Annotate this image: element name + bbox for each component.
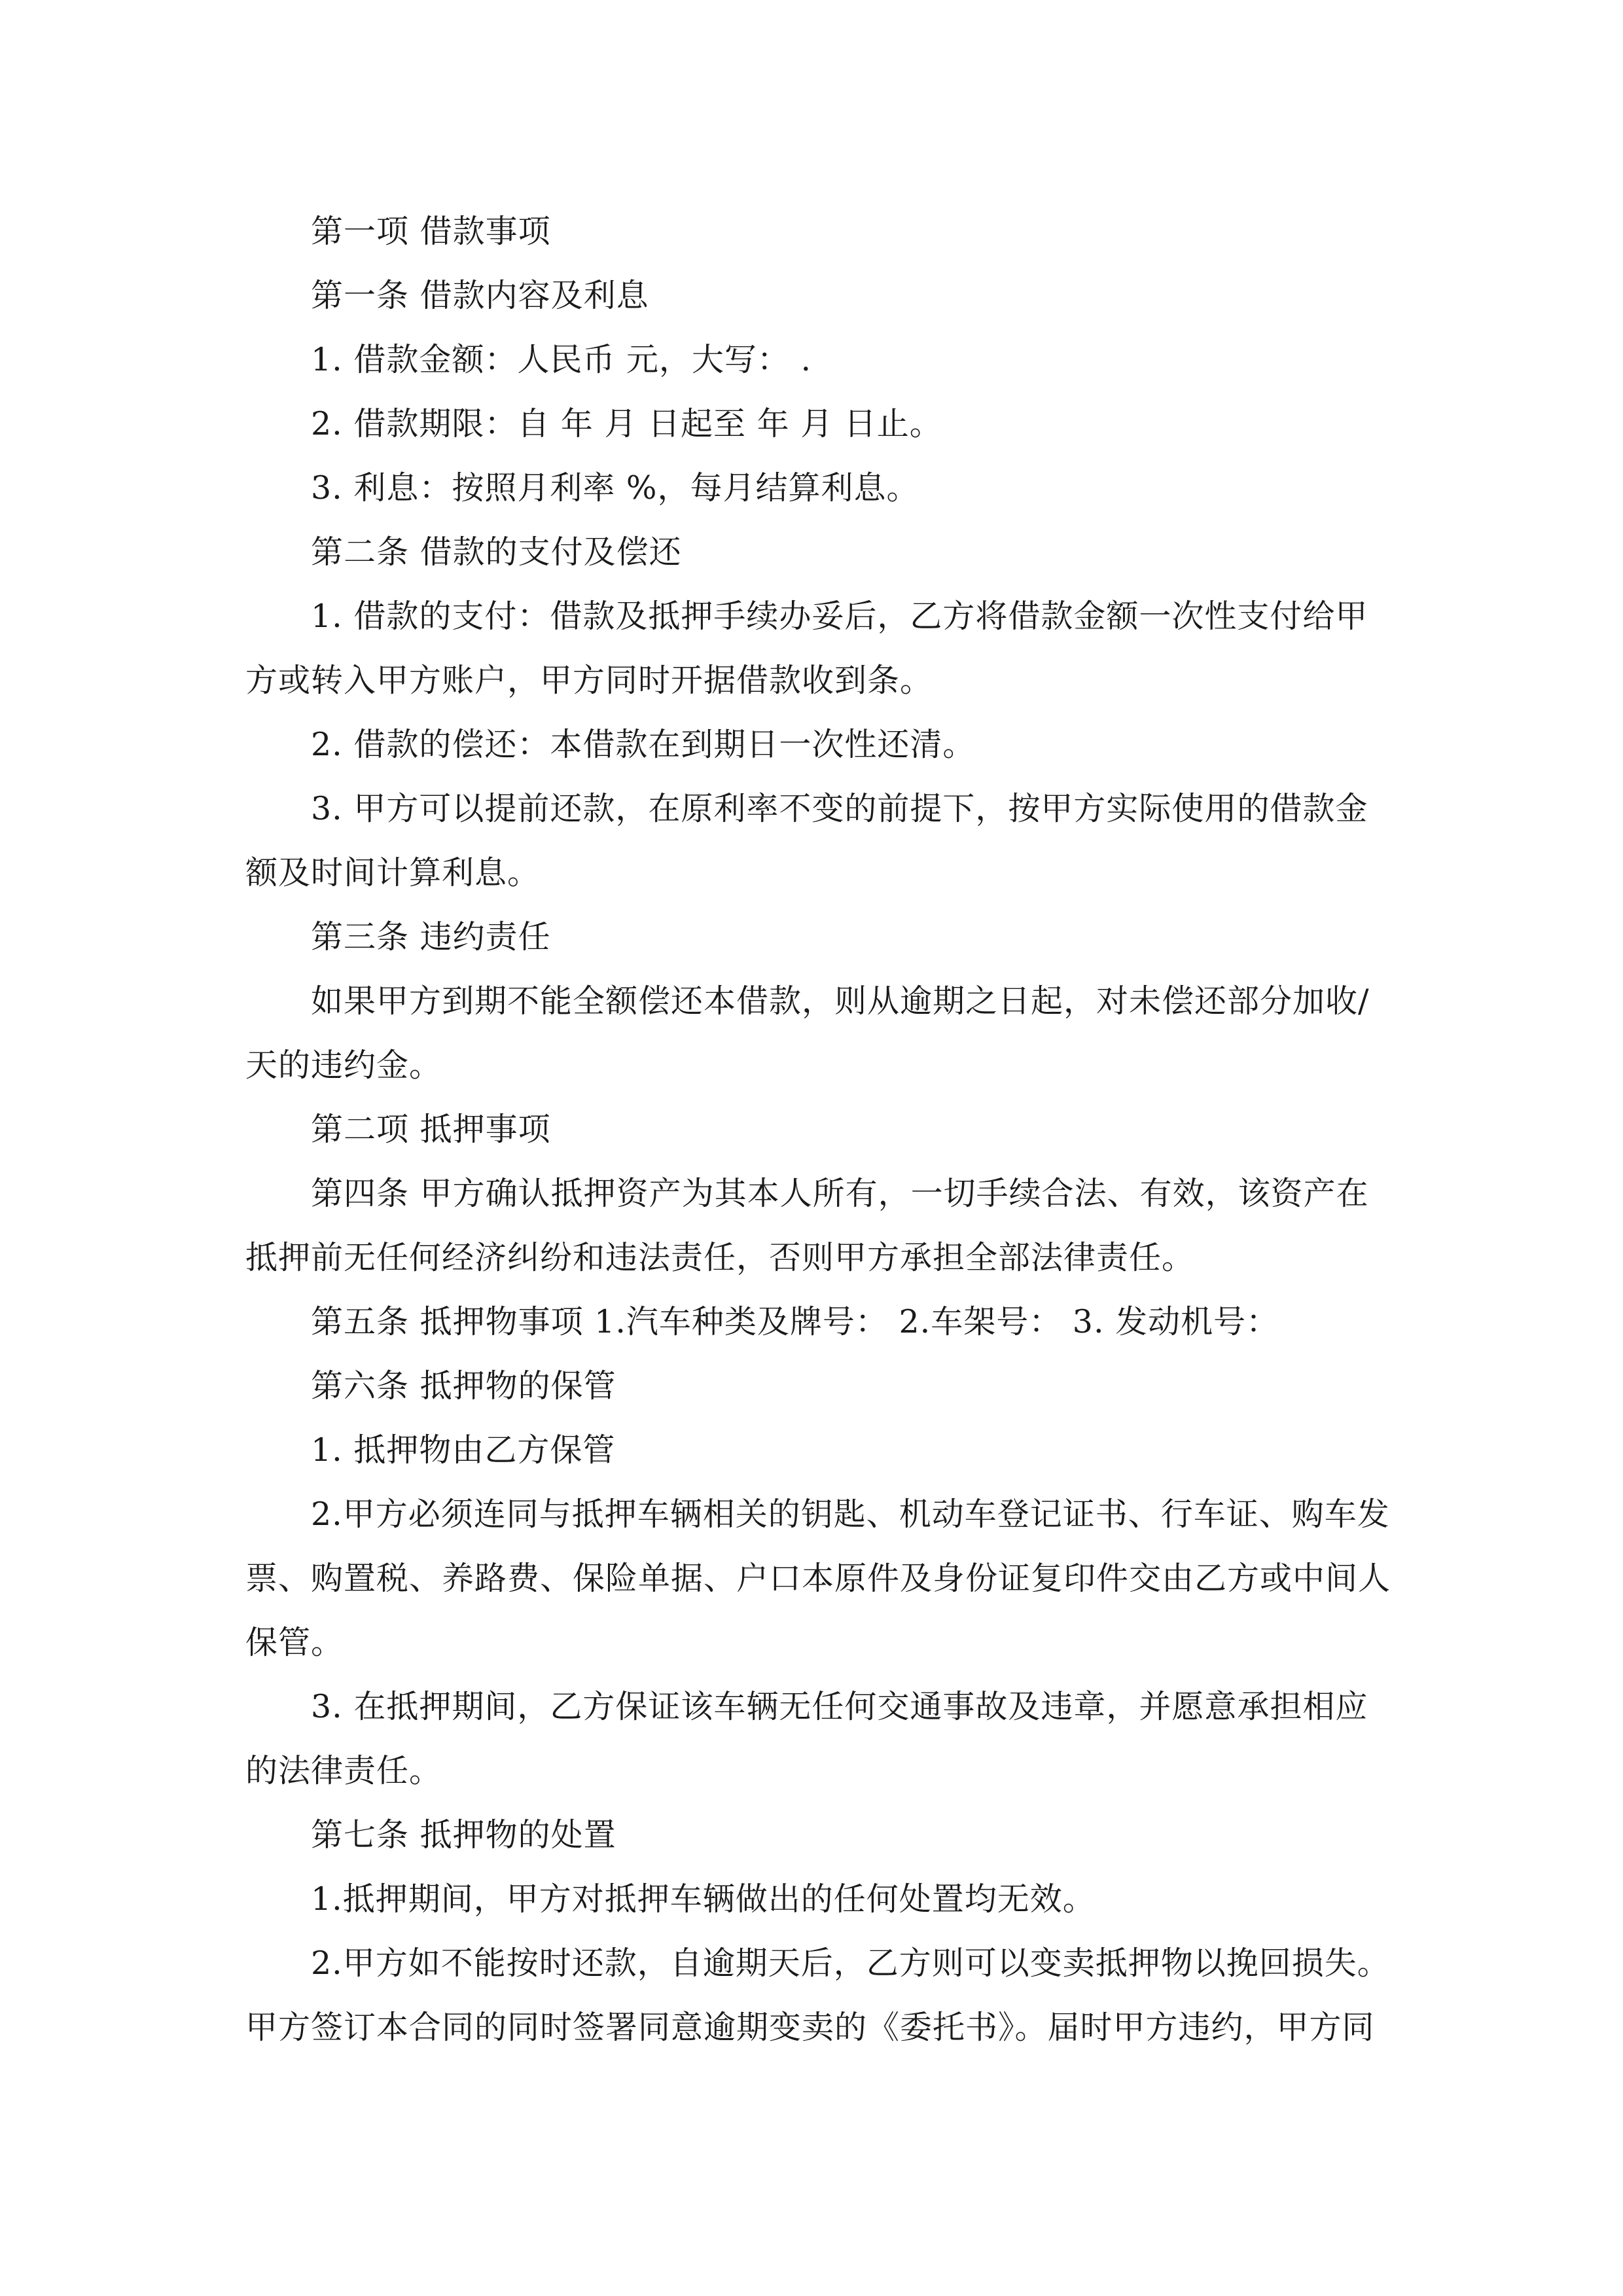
early-repayment-item: 3. 甲方可以提前还款，在原利率不变的前提下，按甲方实际使用的借款金额及时间计算利息。 [245, 790, 1368, 891]
article-2-heading: 第二条 借款的支付及偿还 [311, 533, 682, 571]
section-heading-mortgage: 第二项 抵押事项 [311, 1111, 551, 1148]
article-5-paragraph: 第五条 抵押物事项 1.汽车种类及牌号： 2.车架号： 3. 发动机号： [311, 1303, 1279, 1340]
article-7-heading: 第七条 抵押物的处置 [311, 1816, 616, 1854]
custody-item-1: 1. 抵押物由乙方保管 [311, 1431, 616, 1469]
disposal-item-2: 2.甲方如不能按时还款，自逾期天后，乙方则可以变卖抵押物以挽回损失。甲方签订本合同的同时签署同意逾期变卖的《委托书》。届时甲方违约，甲方同 [245, 1945, 1390, 2046]
article-4-paragraph: 第四条 甲方确认抵押资产为其本人所有，一切手续合法、有效，该资产在抵押前无任何经济纠纷和违法责任，否则甲方承担全部法律责任。 [245, 1175, 1369, 1276]
disposal-item-1: 1.抵押期间，甲方对抵押车辆做出的任何处置均无效。 [311, 1880, 1096, 1918]
loan-term-item: 2. 借款期限：自 年 月 日起至 年 月 日止。 [311, 405, 942, 442]
loan-repayment-item: 2. 借款的偿还：本借款在到期日一次性还清。 [311, 726, 976, 763]
document-body [245, 200, 1397, 2060]
interest-item: 3. 利息：按照月利率 %，每月结算利息。 [311, 469, 919, 507]
loan-amount-item: 1. 借款金额：人民币 元，大写： . [311, 341, 812, 378]
loan-payment-item: 1. 借款的支付：借款及抵押手续办妥后，乙方将借款金额一次性支付给甲方或转入甲方账户，甲方同时开据借款收到条。 [245, 598, 1368, 699]
article-6-heading: 第六条 抵押物的保管 [311, 1367, 616, 1405]
article-3-heading: 第三条 违约责任 [311, 918, 551, 956]
section-heading-loan: 第一项 借款事项 [311, 213, 551, 250]
breach-paragraph: 如果甲方到期不能全额偿还本借款，则从逾期之日起，对未偿还部分加收/天的违约金。 [245, 982, 1370, 1084]
custody-item-2: 2.甲方必须连同与抵押车辆相关的钥匙、机动车登记证书、行车证、购车发票、购置税、养路费、保险单据、户口本原件及身份证复印件交由乙方或中间人保管。 [245, 1496, 1391, 1661]
article-1-heading: 第一条 借款内容及利息 [311, 277, 649, 314]
custody-item-3: 3. 在抵押期间，乙方保证该车辆无任何交通事故及违章，并愿意承担相应的法律责任。 [245, 1688, 1368, 1789]
